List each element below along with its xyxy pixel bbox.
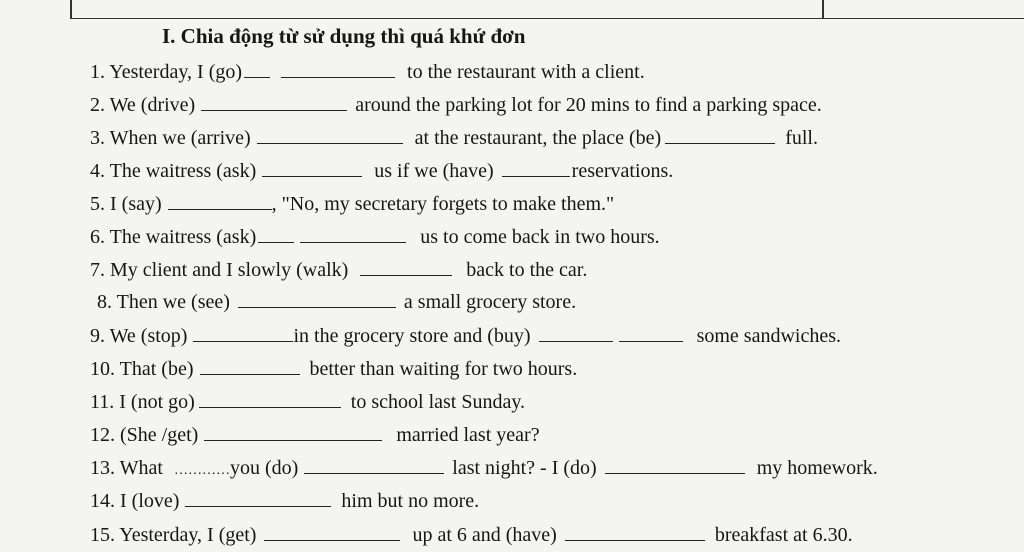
answer-blank[interactable] [264, 524, 400, 541]
item-text: 15. Yesterday, I (get) [90, 524, 257, 546]
item-text: 3. When we (arrive) [90, 127, 251, 149]
item-text: 2. We (drive) [90, 94, 196, 116]
answer-blank[interactable] [258, 226, 294, 243]
exercise-item-12 [90, 423, 540, 447]
exercise-item-5 [90, 192, 614, 216]
item-text: to school last Sunday. [350, 391, 526, 413]
exercise-item-10 [90, 357, 577, 381]
answer-blank[interactable] [619, 325, 683, 342]
dotted-blank[interactable]: ………… [173, 463, 230, 478]
item-text: us to come back in two hours. [420, 226, 660, 248]
answer-blank[interactable] [199, 391, 341, 408]
item-text: 13. What [90, 457, 163, 479]
table-border-tick [822, 0, 824, 18]
answer-blank[interactable] [502, 160, 570, 177]
item-text: 9. We (stop) [90, 325, 188, 347]
item-text: some sandwiches. [696, 325, 842, 347]
answer-blank[interactable] [281, 61, 395, 78]
item-text: 10. That (be) [90, 358, 194, 380]
exercise-item-4 [90, 159, 673, 183]
answer-blank[interactable] [539, 325, 613, 342]
item-text: 11. I (not go) [90, 391, 195, 413]
answer-blank[interactable] [168, 193, 272, 210]
answer-blank[interactable] [360, 259, 452, 276]
item-text: in the grocery store and (buy) [293, 325, 531, 347]
item-text: my homework. [756, 457, 878, 479]
answer-blank[interactable] [257, 127, 403, 144]
item-text: a small grocery store. [403, 291, 577, 313]
answer-blank[interactable] [201, 94, 347, 111]
item-text: , "No, my secretary forgets to make them." [271, 193, 615, 215]
item-text: better than waiting for two hours. [309, 358, 578, 380]
item-text: up at 6 and (have) [412, 524, 557, 546]
item-text: 12. (She /get) [90, 424, 199, 446]
item-text: breakfast at 6.30. [714, 524, 853, 546]
item-text: 4. The waitress (ask) [90, 160, 257, 182]
answer-blank[interactable] [605, 457, 745, 474]
item-text: 7. My client and I slowly (walk) [90, 259, 349, 281]
item-text: back to the car. [466, 259, 588, 281]
answer-blank[interactable] [200, 358, 300, 375]
item-text: 14. I (love) [90, 490, 180, 512]
exercise-item-14 [90, 489, 479, 513]
answer-blank[interactable] [185, 490, 331, 507]
exercise-item-8 [97, 290, 576, 314]
item-text: full. [785, 127, 818, 149]
answer-blank[interactable] [193, 325, 293, 342]
item-text: last night? - I (do) [452, 457, 597, 479]
table-border [70, 0, 1024, 19]
item-text: you (do) [229, 457, 299, 479]
answer-blank[interactable] [304, 457, 444, 474]
section-title: I. Chia động từ sử dụng thì quá khứ đơn [162, 24, 526, 48]
answer-blank[interactable] [262, 160, 362, 177]
item-text: 5. I (say) [90, 193, 162, 215]
answer-blank[interactable] [204, 424, 382, 441]
exercise-item-7 [90, 258, 587, 282]
item-text: to the restaurant with a client. [407, 61, 645, 83]
item-text: us if we (have) [374, 160, 494, 182]
exercise-item-9 [90, 324, 841, 348]
item-text: 6. The waitress (ask) [90, 226, 257, 248]
item-text: 1. Yesterday, I (go) [90, 61, 243, 83]
exercise-item-6 [90, 225, 660, 249]
answer-blank[interactable] [665, 127, 775, 144]
answer-blank[interactable] [565, 524, 705, 541]
table-border-tick [70, 0, 72, 18]
item-text: married last year? [396, 424, 540, 446]
item-text: him but no more. [341, 490, 480, 512]
item-text: around the parking lot for 20 mins to find a parking space. [355, 94, 822, 116]
exercise-item-13 [90, 456, 878, 483]
answer-blank[interactable] [300, 226, 406, 243]
item-text: reservations. [571, 160, 674, 182]
item-text: at the restaurant, the place (be) [414, 127, 662, 149]
answer-blank[interactable] [244, 61, 270, 78]
answer-blank[interactable] [238, 291, 396, 308]
exercise-item-2 [90, 93, 822, 117]
exercise-item-3 [90, 126, 818, 150]
exercise-item-1 [90, 60, 645, 84]
exercise-item-15 [90, 523, 853, 547]
item-text: 8. Then we (see) [97, 291, 230, 313]
exercise-item-11 [90, 390, 525, 414]
